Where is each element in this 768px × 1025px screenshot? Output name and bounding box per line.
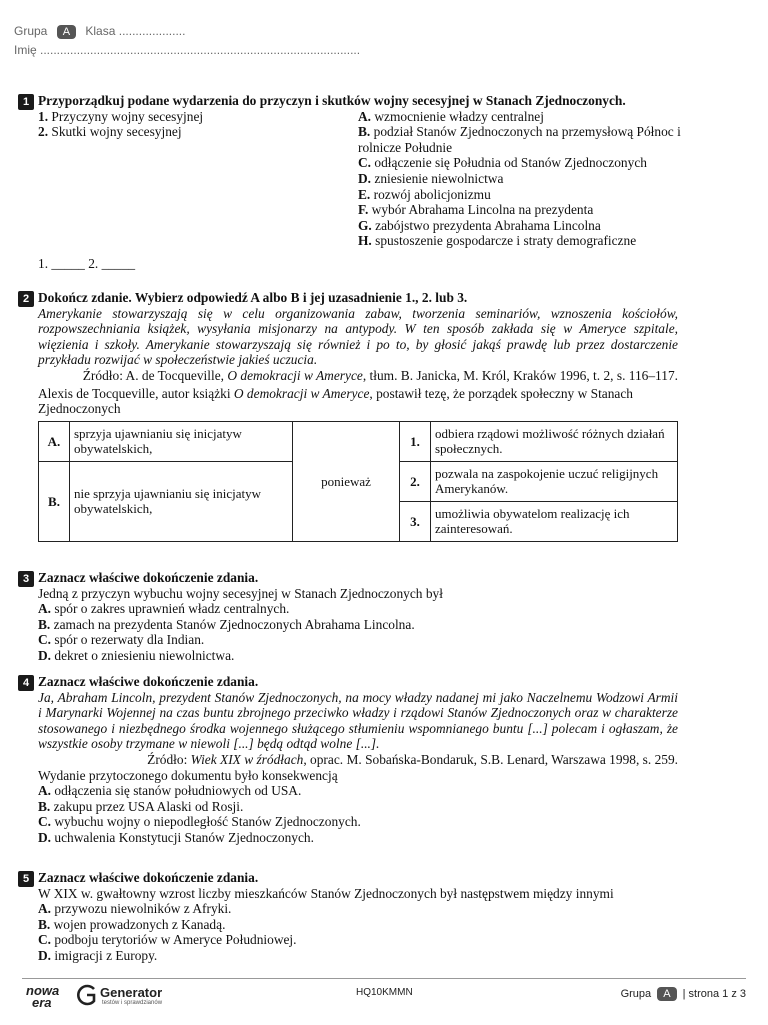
header-group-row — [14, 24, 185, 39]
list-item: G. zabójstwo prezydenta Abrahama Lincolna — [358, 217, 601, 233]
question-instruction: Zaznacz właściwe dokończenie zdania. — [38, 674, 259, 689]
option-item: C. wybuchu wojny o niepodległość Stanów Zjednoczonych. — [38, 814, 361, 830]
question-number: 2 — [18, 291, 34, 307]
list-item: E. rozwój abolicjonizmu — [358, 186, 491, 202]
option-b-key: B. — [39, 461, 70, 541]
question-number: 3 — [18, 571, 34, 587]
question-number: 1 — [18, 94, 34, 110]
page-info — [621, 987, 746, 1001]
header-name-row — [14, 43, 360, 57]
option-item: D. dekret o zniesieniu niewolnictwa. — [38, 647, 235, 663]
list-item: C. odłączenie się Południa od Stanów Zjednoczonych — [358, 155, 647, 171]
causes-effects-list — [38, 109, 348, 140]
reason-3-key: 3. — [400, 501, 431, 541]
footer-group-label: Grupa — [620, 988, 652, 1000]
question-stem: Jedną z przyczyn wybuchu wojny secesyjnej w Stanach Zjednoczonych był — [38, 585, 443, 601]
class-dots: .................... — [118, 24, 186, 38]
group-badge: A — [57, 25, 76, 39]
list-item: F. wybór Abrahama Lincolna na prezydenta — [358, 202, 594, 218]
list-item: 2. Skutki wojny secesyjnej — [38, 124, 182, 140]
list-item: 1. Przyczyny wojny secesyjnej — [38, 108, 204, 124]
matching-columns — [38, 108, 681, 249]
page-number: | strona 1 z 3 — [682, 988, 746, 1000]
option-item: D. uchwalenia Konstytucji Stanów Zjednoczonych. — [38, 829, 314, 845]
option-item: C. podboju terytoriów w Ameryce Południowej. — [38, 932, 297, 948]
question-5 — [18, 870, 678, 964]
reason-1-text: odbiera rządowi możliwość różnych działań społecznych. — [431, 421, 678, 461]
page-footer — [22, 978, 746, 1025]
footer-group-badge: A — [657, 987, 676, 1001]
source-citation: Źródło: A. de Tocqueville, O demokracji w Ameryce, tłum. B. Janicka, M. Król, Kraków 1996, t. 2, s. 116–117. — [82, 367, 678, 383]
list-item: A. wzmocnienie władzy centralnej — [358, 108, 544, 124]
connector-cell: ponieważ — [293, 421, 400, 541]
nowa-era-logo: nowa era — [26, 983, 60, 1010]
source-quote: Amerykanie stowarzyszają się w celu organizowania zabaw, tworzenia seminariów, wznoszenia kościołów, rozpowszechniania książek, wysyłania misjonarzy na antypody. W ten sposób zakłada się w Ameryce szpitale, więzienia i szkoły. Amerykanie stowarzyszają się również i po to, by głosić jakąś prawdę lub przez dostarczenie przykładu rozwijać w społeczeństwie jakieś uczucia. — [38, 305, 678, 368]
reason-2-key: 2. — [400, 461, 431, 501]
option-item: A. przywozu niewolników z Afryki. — [38, 901, 232, 917]
option-item: B. wojen prowadzonych z Kanadą. — [38, 916, 226, 932]
option-item: C. spór o rezerwaty dla Indian. — [38, 632, 205, 648]
question-number: 5 — [18, 871, 34, 887]
reason-3-text: umożliwia obywatelom realizację ich zainteresowań. — [431, 501, 678, 541]
source-quote: Ja, Abraham Lincoln, prezydent Stanów Zjednoczonych, na mocy władzy nadanej mi jako Naczelnemu Wodzowi Armii i Marynarki Wojennej na czas buntu zbrojnego przeciwko władzy i rządowi Stanów Zjednoczonych oraz w charakterze stosowanego i niezbędnego środka wojennego służącego stłumieniu wspomnianego buntu [...] polecam i ogłaszam, że wszystkie osoby trzymane w niewoli [...] będą odtąd wolne [...]. — [38, 689, 678, 752]
option-item: A. spór o zakres uprawnień władz centralnych. — [38, 601, 290, 617]
question-stem: Wydanie przytoczonego dokumentu było konsekwencją — [38, 767, 338, 783]
group-label: Grupa — [14, 24, 48, 38]
option-item: A. odłączenia się stanów południowych od USA. — [38, 783, 302, 799]
generator-subtitle: testów i sprawdzianów — [102, 1000, 163, 1006]
test-code: HQ10KMMN — [356, 987, 413, 998]
question-3 — [18, 570, 678, 664]
option-b-text: nie sprzyja ujawnianiu się inicjatyw obywatelskich, — [70, 461, 293, 541]
question-instruction: Zaznacz właściwe dokończenie zdania. — [38, 570, 259, 585]
class-label: Klasa — [85, 24, 116, 38]
events-list — [358, 109, 688, 249]
option-a-key: A. — [39, 421, 70, 461]
question-stem: Alexis de Tocqueville, autor książki O demokracji w Ameryce, postawił tezę, że porządek społeczny w Stanach Zjednoczonych — [38, 385, 634, 417]
name-dots: ................................................................................................ — [40, 43, 361, 57]
option-item: B. zakupu przez USA Alaski od Rosji. — [38, 798, 244, 814]
question-4 — [18, 674, 678, 846]
list-item: D. zniesienie niewolnictwa — [358, 170, 504, 186]
option-a-text: sprzyja ujawnianiu się inicjatyw obywatelskich, — [70, 421, 293, 461]
generator-g-icon — [76, 983, 98, 1007]
question-2 — [18, 290, 678, 542]
option-item: D. imigracji z Europy. — [38, 947, 158, 963]
reason-1-key: 1. — [400, 421, 431, 461]
list-item: B. podział Stanów Zjednoczonych na przemysłową Północ i rolnicze Południe — [358, 124, 681, 155]
answer-table — [38, 421, 678, 542]
source-citation: Źródło: Wiek XIX w źródłach, oprac. M. Sobańska-Bondaruk, S.B. Lenard, Warszawa 1998, s. 259. — [147, 751, 678, 767]
question-instruction: Zaznacz właściwe dokończenie zdania. — [38, 870, 259, 885]
list-item: H. spustoszenie gospodarcze i straty demograficzne — [358, 233, 637, 249]
question-number: 4 — [18, 675, 34, 691]
generator-title: Generator — [100, 985, 163, 1000]
answer-line: 1. _____ 2. _____ — [38, 255, 136, 271]
question-instruction: Dokończ zdanie. Wybierz odpowiedź A albo B i jej uzasadnienie 1., 2. lub 3. — [38, 290, 468, 305]
name-label: Imię — [14, 43, 37, 57]
reason-2-text: pozwala na zaspokojenie uczuć religijnych Amerykanów. — [431, 461, 678, 501]
question-instruction: Przyporządkuj podane wydarzenia do przyczyn i skutków wojny secesyjnej w Stanach Zjednoczonych. — [38, 93, 626, 108]
option-item: B. zamach na prezydenta Stanów Zjednoczonych Abrahama Lincolna. — [38, 616, 415, 632]
question-stem: W XIX w. gwałtowny wzrost liczby mieszkańców Stanów Zjednoczonych był następstwem między innymi — [38, 885, 614, 901]
question-1 — [18, 93, 681, 271]
